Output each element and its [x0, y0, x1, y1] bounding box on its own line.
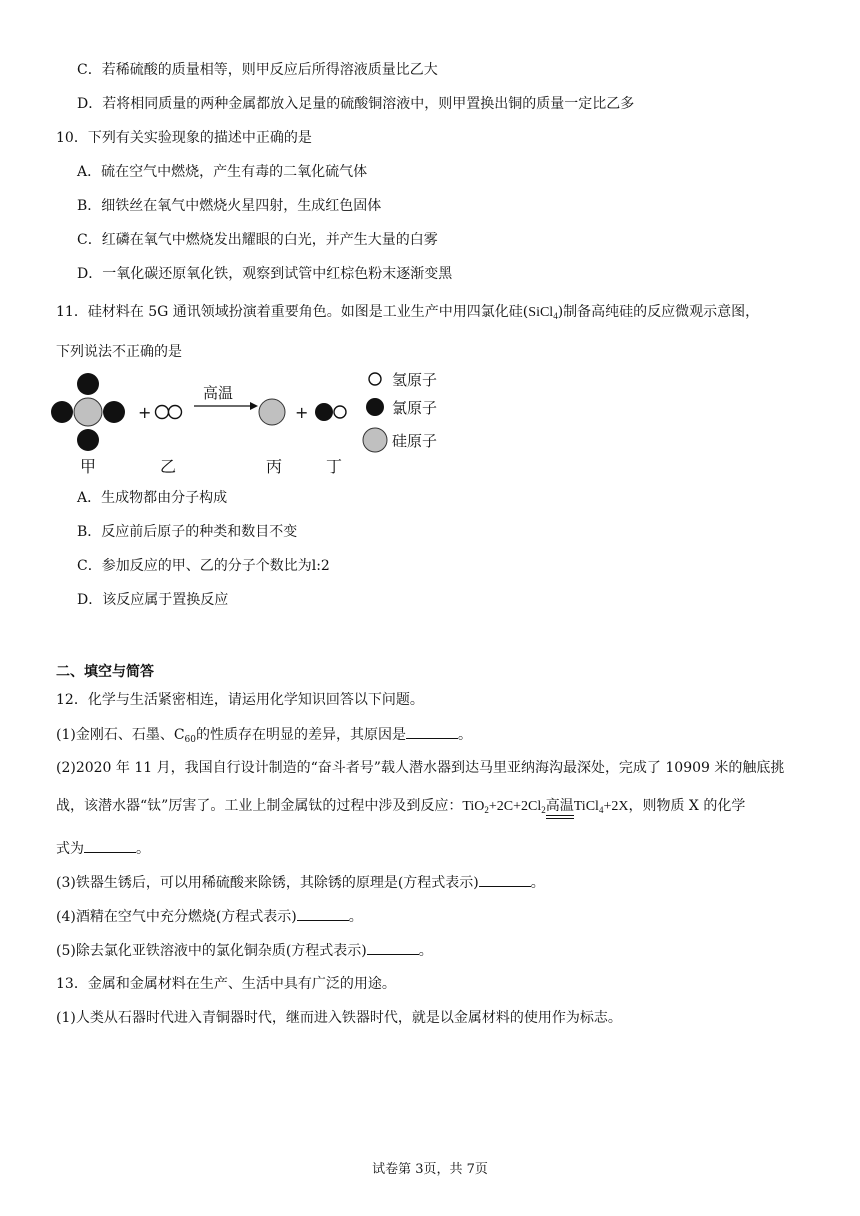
arrow-condition-label: 高温 — [203, 384, 234, 402]
q11-option-b: B．反应前后原子的种类和数目不变 — [77, 524, 298, 540]
silicon-atom-product — [259, 399, 285, 425]
legend-hydrogen-label: 氢原子 — [392, 371, 438, 389]
label-yi: 乙 — [160, 457, 177, 476]
hydrogen-atom — [334, 406, 346, 418]
silicon-atom — [74, 398, 102, 426]
q9-option-d: D．若将相同质量的两种金属都放入足量的硫酸铜溶液中，则甲置换出铜的质量一定比乙多 — [77, 96, 635, 112]
answer-blank-1[interactable] — [406, 724, 458, 739]
q12-part2-line2: 战，该潜水器“钛”厉害了。工业上制金属钛的过程中涉及到反应：$TiO_2+2C+2Cl_2$高温TiCl$_4$+2X，则物质 X 的化学 — [56, 798, 746, 815]
legend — [363, 371, 437, 452]
q11-stem-line2: 下列说法不正确的是 — [56, 344, 182, 360]
answer-blank-5[interactable] — [367, 940, 419, 955]
q12-part1: (1)金刚石、石墨、$C_{60}$的性质存在明显的差异，其原因是 。 — [56, 724, 472, 750]
q12-part2-line3: 式为 。 — [56, 838, 150, 859]
molecule-h2 — [156, 406, 182, 419]
molecule-sicl4 — [51, 373, 125, 451]
molecule-hcl — [315, 403, 346, 421]
label-ding: 丁 — [326, 457, 343, 476]
q12-part2-line1: (2)2020 年 11 月，我国自行设计制造的“奋斗者号”载人潜水器到达马里亚纳海沟最深处，完成了 10909 米的触底挑 — [56, 760, 785, 776]
answer-blank-3[interactable] — [479, 872, 531, 887]
q12-part5: (5)除去氯化亚铁溶液中的氯化铜杂质(方程式表示) 。 — [56, 940, 433, 961]
q11-stem-part2: )制备高纯硅的反应微观示意图， — [557, 304, 760, 320]
q11-option-c: C．参加反应的甲、乙的分子个数比为l:2 — [77, 558, 330, 574]
q12-stem: 12．化学与生活紧密相连，请运用化学知识回答以下问题。 — [56, 692, 424, 708]
chlorine-atom — [315, 403, 333, 421]
reaction-micro-diagram — [50, 366, 470, 480]
section-heading-2: 二、填空与简答 — [56, 664, 154, 680]
q11-stem — [56, 302, 759, 326]
arrow-head-icon — [250, 402, 258, 410]
plus-sign-2: + — [295, 403, 309, 422]
legend-silicon-icon — [363, 428, 387, 452]
chlorine-atom — [51, 401, 73, 423]
q10-option-b: B．细铁丝在氧气中燃烧火星四射，生成红色固体 — [77, 198, 382, 214]
label-bing: 丙 — [266, 457, 283, 476]
label-jia: 甲 — [80, 457, 97, 476]
chlorine-atom — [77, 429, 99, 451]
q12-part4: (4)酒精在空气中充分燃烧(方程式表示) 。 — [56, 906, 363, 927]
legend-chlorine-icon — [366, 398, 384, 416]
q10-option-d: D．一氧化碳还原氧化铁，观察到试管中红棕色粉末逐渐变黑 — [77, 266, 453, 282]
answer-blank-4[interactable] — [297, 906, 349, 921]
chlorine-atom — [103, 401, 125, 423]
legend-chlorine-label: 氯原子 — [392, 399, 438, 417]
q10-option-c: C．红磷在氧气中燃烧发出耀眼的白光，并产生大量的白雾 — [77, 232, 438, 248]
q9-option-c: C．若稀硫酸的质量相等，则甲反应后所得溶液质量比乙大 — [77, 62, 438, 78]
q13-stem: 13．金属和金属材料在生产、生活中具有广泛的用途。 — [56, 976, 396, 992]
hydrogen-atom — [169, 406, 182, 419]
q12-part3: (3)铁器生锈后，可以用稀硫酸来除锈，其除锈的原理是(方程式表示) 。 — [56, 872, 545, 893]
plus-sign-1: + — [138, 403, 152, 422]
legend-hydrogen-icon — [369, 373, 381, 385]
hydrogen-atom — [156, 406, 169, 419]
q11-option-d: D．该反应属于置换反应 — [77, 592, 229, 608]
q10-option-a: A．硫在空气中燃烧，产生有毒的二氧化硫气体 — [77, 164, 368, 180]
q13-part1: (1)人类从石器时代进入青铜器时代，继而进入铁器时代，就是以金属材料的使用作为标志。 — [56, 1010, 622, 1026]
sicl4-formula: SiCl$_4$ — [528, 305, 558, 321]
chlorine-atom — [77, 373, 99, 395]
answer-blank-2[interactable] — [84, 838, 136, 853]
page-footer: 试卷第 3页，共 7页 — [372, 1162, 488, 1177]
q11-stem-part1: 11．硅材料在 5G 通讯领域扮演着重要角色。如图是工业生产中用四氯化硅( — [56, 304, 529, 320]
legend-silicon-label: 硅原子 — [392, 432, 438, 450]
equation-ti: $TiO_2+2C+2Cl_2$高温TiCl$_4$+2X — [462, 799, 629, 815]
q11-option-a: A．生成物都由分子构成 — [77, 490, 228, 506]
q10-stem: 10．下列有关实验现象的描述中正确的是 — [56, 130, 312, 146]
